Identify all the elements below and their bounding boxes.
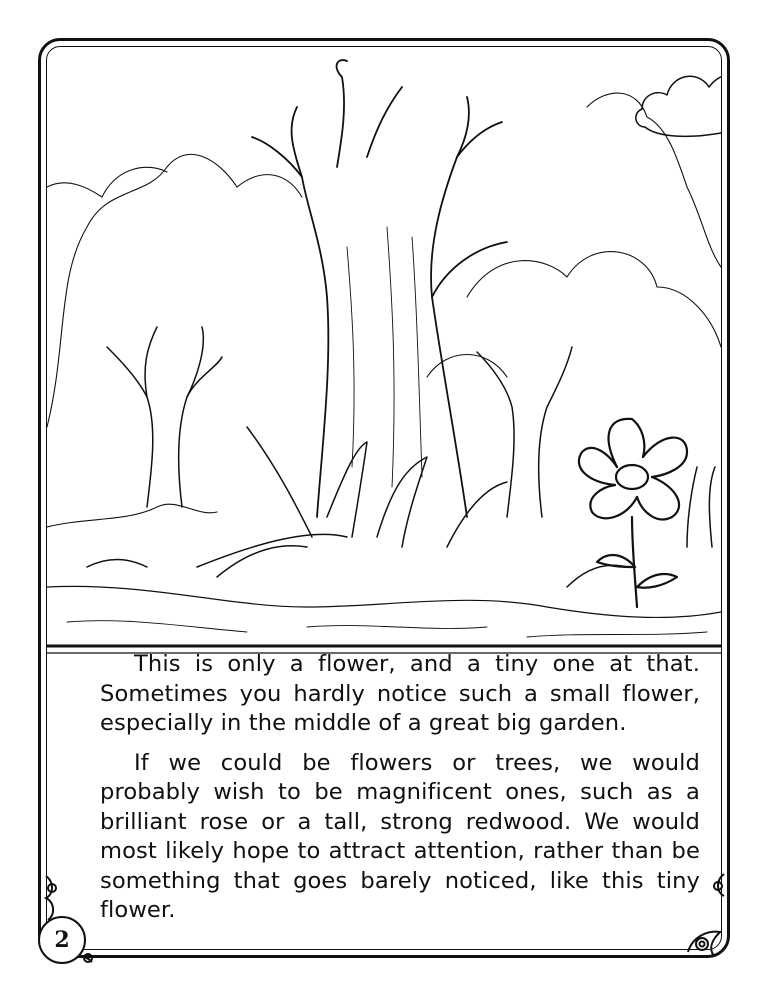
page-number-badge (38, 916, 86, 964)
left-tree-icon (107, 327, 222, 507)
grass-icon (87, 427, 627, 587)
flower-icon (579, 419, 687, 607)
story-paragraph-1: This is only a flower, and a tiny one at that. Sometimes you hardly notice such a small flower, especially in the middle of a great big garden. (100, 651, 700, 736)
story-paragraph-2: If we could be flowers or trees, we would probably wish to be magnificent ones, such as a brilliant rose or a tall, strong redwood. We would most likely hope to attract attention, rather than be something that goes barely noticed, like this tiny flower. (100, 749, 700, 923)
page-number: 2 (54, 927, 70, 953)
cloud-icon (636, 76, 721, 136)
coloring-illustration (47, 47, 721, 647)
background-bush-icon (47, 93, 721, 527)
story-text (100, 650, 700, 926)
ground-line (47, 586, 721, 637)
right-swirl-ornament-icon (680, 868, 730, 960)
right-tree-icon (477, 347, 715, 547)
big-tree-icon (252, 60, 507, 517)
